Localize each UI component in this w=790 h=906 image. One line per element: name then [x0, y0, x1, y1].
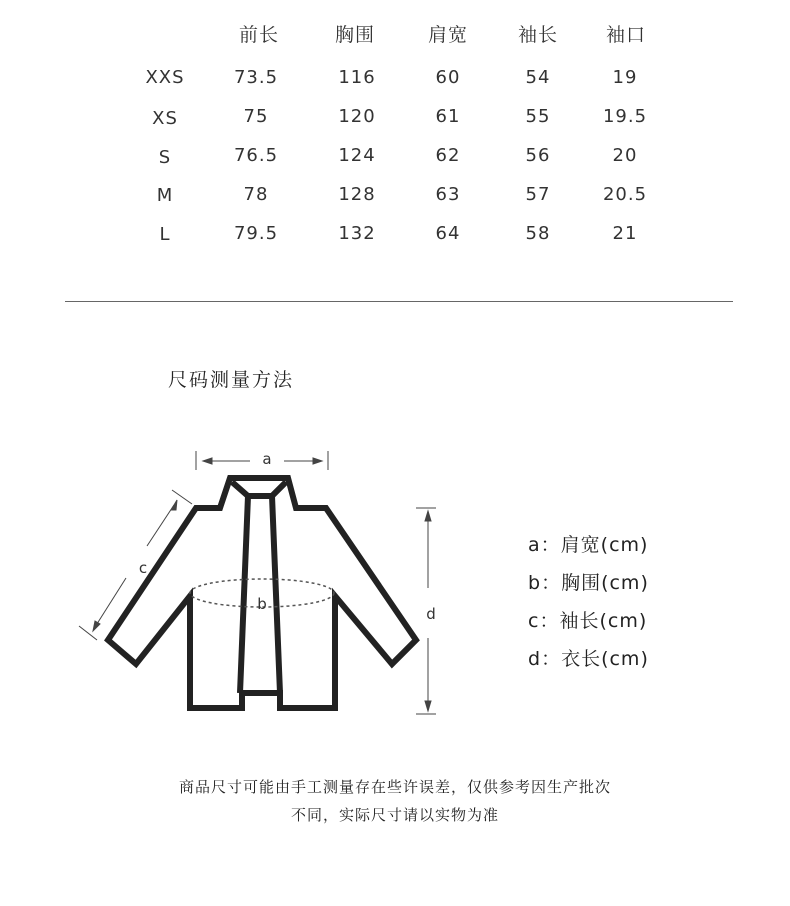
- table-cell: 57: [525, 184, 551, 205]
- table-cell: 79.5: [233, 223, 279, 244]
- table-cell: 63: [435, 184, 461, 205]
- table-cell: 60: [435, 67, 461, 88]
- legend-separator: ：: [540, 534, 561, 556]
- table-cell: 61: [435, 106, 461, 127]
- table-cell: 20: [612, 145, 638, 166]
- legend-key: b: [528, 572, 542, 594]
- disclaimer-line-1: 商品尺寸可能由手工测量存在些许误差，仅供参考因生产批次: [178, 778, 611, 796]
- legend-key: d: [528, 648, 542, 670]
- legend-text: 袖长(cm): [559, 610, 648, 632]
- table-cell: 132: [338, 223, 376, 244]
- jacket-measurement-diagram: [70, 440, 450, 730]
- label-c: c: [138, 559, 148, 577]
- legend-item-c: [528, 608, 649, 646]
- table-cell: 19: [612, 67, 638, 88]
- size-label: M: [156, 185, 174, 206]
- size-label: L: [159, 224, 171, 245]
- header-front-length: 前长: [238, 24, 280, 46]
- table-cell: 75: [243, 106, 269, 127]
- table-cell: 58: [525, 223, 551, 244]
- label-d: d: [426, 605, 436, 623]
- size-label: S: [158, 147, 172, 168]
- table-cell: 116: [338, 67, 376, 88]
- measurement-method-title: 尺码测量方法: [168, 369, 295, 391]
- legend-text: 胸围(cm): [561, 572, 649, 594]
- size-chart-table: [0, 0, 790, 260]
- table-cell: 73.5: [233, 67, 279, 88]
- legend-separator: ：: [541, 648, 562, 670]
- header-sleeve-length: 袖长: [517, 24, 559, 46]
- label-b: b: [257, 595, 267, 613]
- legend-item-b: [528, 570, 649, 608]
- table-cell: 19.5: [602, 106, 648, 127]
- jacket-placket: [272, 482, 286, 693]
- legend-key: a: [528, 534, 541, 556]
- table-cell: 124: [338, 145, 376, 166]
- label-a: a: [262, 450, 272, 468]
- legend-item-a: [528, 532, 649, 570]
- table-cell: 54: [525, 67, 551, 88]
- header-cuff: 袖口: [605, 24, 647, 46]
- table-cell: 55: [525, 106, 551, 127]
- jacket-outline: [108, 478, 416, 708]
- legend-text: 衣长(cm): [561, 648, 649, 670]
- measurement-legend: [528, 532, 649, 684]
- size-label: XS: [152, 108, 178, 129]
- table-cell: 21: [612, 223, 638, 244]
- table-cell: 78: [243, 184, 269, 205]
- legend-item-d: [528, 646, 649, 684]
- table-cell: 76.5: [233, 145, 279, 166]
- jacket-placket: [232, 482, 248, 693]
- table-cell: 128: [338, 184, 376, 205]
- header-shoulder: 肩宽: [427, 24, 469, 46]
- table-cell: 120: [338, 106, 376, 127]
- table-cell: 56: [525, 145, 551, 166]
- size-label: XXS: [145, 67, 185, 88]
- legend-separator: ：: [541, 572, 562, 594]
- legend-separator: ：: [539, 610, 560, 632]
- table-cell: 62: [435, 145, 461, 166]
- header-chest: 胸围: [334, 24, 376, 46]
- legend-text: 肩宽(cm): [560, 534, 649, 556]
- disclaimer-line-2: 不同，实际尺寸请以实物为准: [290, 806, 499, 824]
- table-cell: 64: [435, 223, 461, 244]
- section-divider: [65, 301, 733, 302]
- table-cell: 20.5: [602, 184, 648, 205]
- legend-key: c: [528, 610, 540, 632]
